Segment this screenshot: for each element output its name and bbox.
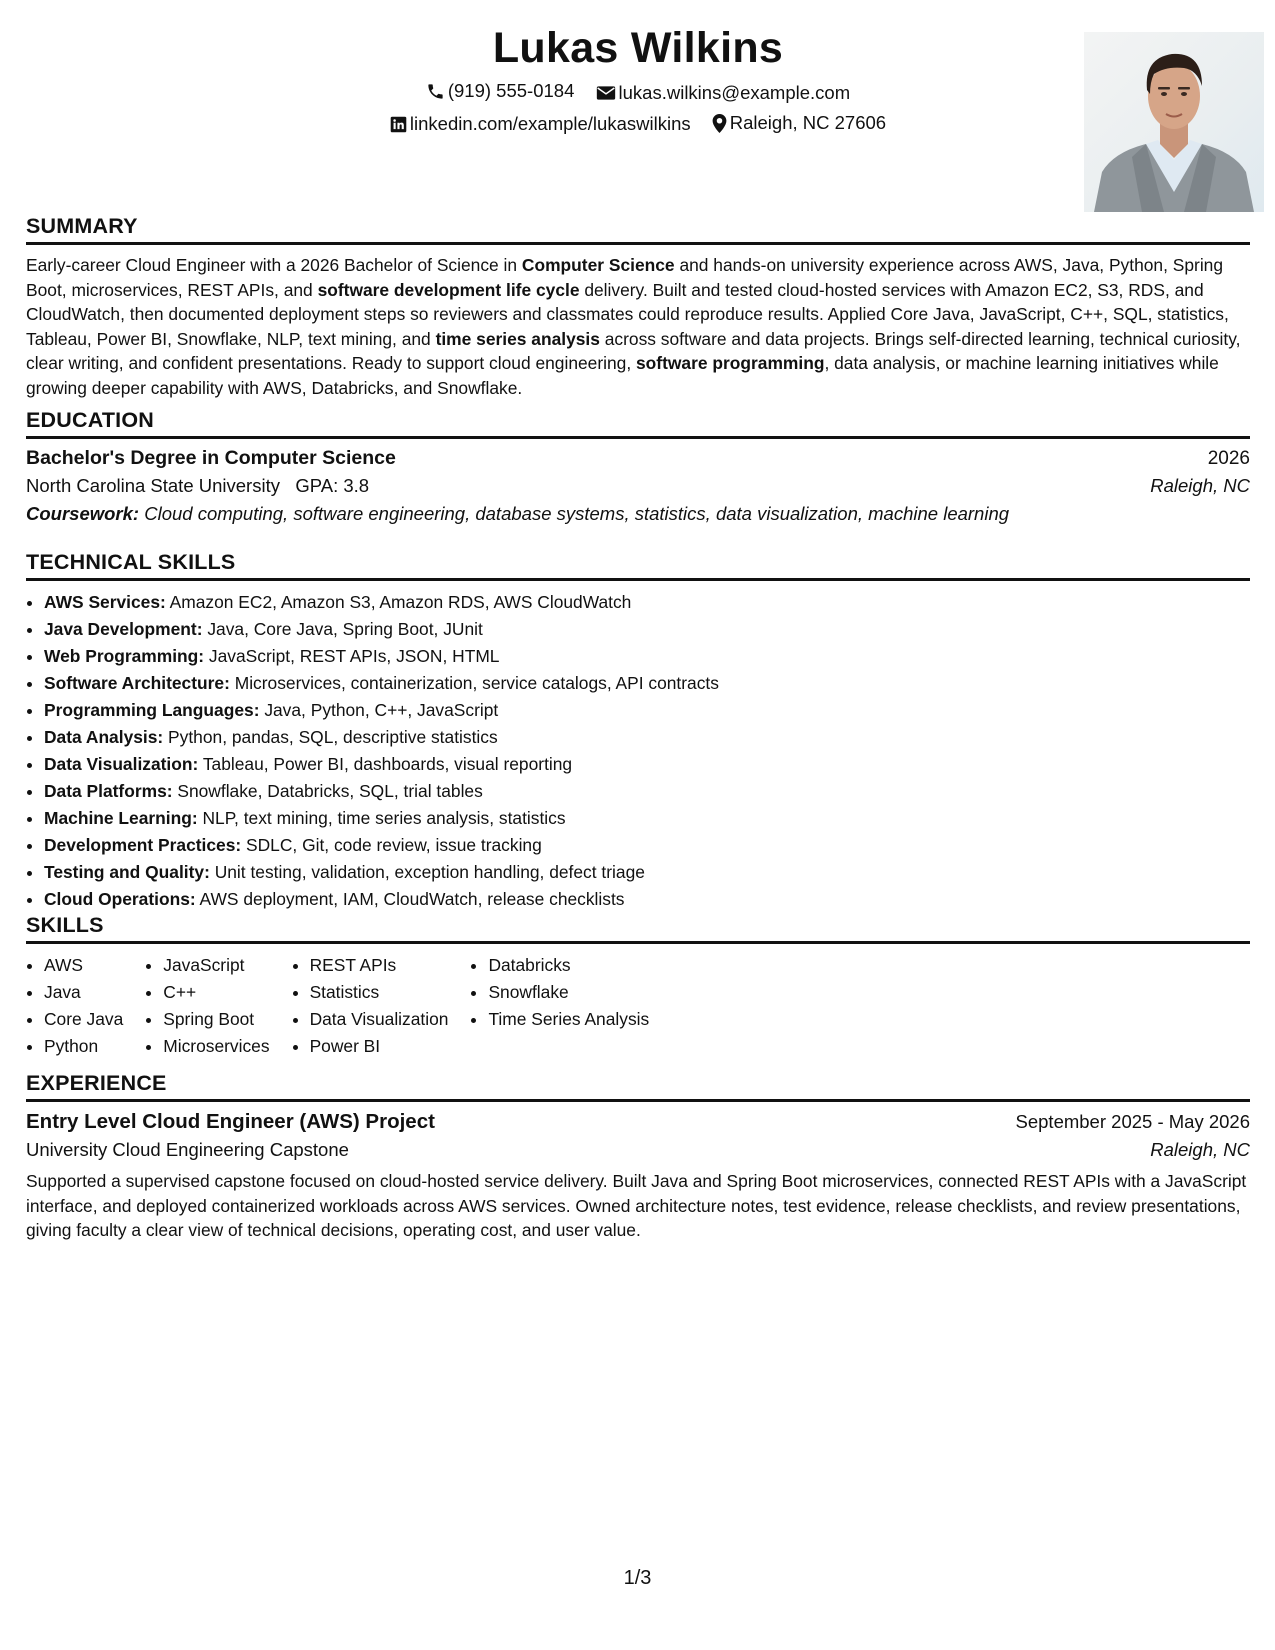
- contact-row-1: [26, 80, 1250, 106]
- skill-category: Development Practices:: [44, 835, 242, 855]
- list-item: [44, 670, 1250, 697]
- school-row: [26, 475, 1250, 497]
- skills-columns: [26, 952, 1250, 1060]
- gpa: GPA: 3.8: [295, 475, 370, 496]
- linkedin-icon: [390, 116, 407, 133]
- job-location: Raleigh, NC: [1150, 1139, 1250, 1160]
- technical-skills-heading: TECHNICAL SKILLS: [26, 550, 1250, 581]
- skill-category: Web Programming:: [44, 646, 205, 666]
- list-item: • JavaScript: [163, 952, 269, 979]
- list-item: • REST APIs: [310, 952, 449, 979]
- contact-row-2: [26, 112, 1250, 138]
- list-item: • C++: [163, 979, 269, 1006]
- skills-column-3: [292, 952, 449, 1060]
- list-item: • Statistics: [310, 979, 449, 1006]
- skills-section: [26, 913, 1250, 1060]
- skill-category: Java Development:: [44, 619, 203, 639]
- list-item: • Java: [44, 979, 123, 1006]
- phone-text: (919) 555-0184: [447, 80, 575, 101]
- list-item: [44, 832, 1250, 859]
- list-item: • Microservices: [163, 1033, 269, 1060]
- skill-values: SDLC, Git, code review, issue tracking: [241, 835, 542, 855]
- organization: University Cloud Engineering Capstone: [26, 1139, 349, 1160]
- coursework-label: Coursework:: [26, 503, 140, 524]
- phone-contact: [426, 80, 575, 102]
- phone-icon: [426, 82, 445, 101]
- list-item: • Power BI: [310, 1033, 449, 1060]
- skill-values: NLP, text mining, time series analysis, statistics: [197, 808, 566, 828]
- education-heading: EDUCATION: [26, 408, 1250, 439]
- summary-text-part: and hands-on university experience across AWS, Java, Python, Spring Boot, microservices, REST APIs, and: [26, 255, 1224, 300]
- skill-category: Cloud Operations:: [44, 889, 196, 909]
- skills-heading: SKILLS: [26, 913, 1250, 944]
- list-item: • Core Java: [44, 1006, 123, 1033]
- summary-text-part: Early-career Cloud Engineer with a 2026 Bachelor of Science in: [26, 255, 522, 275]
- skills-column-1: [26, 952, 123, 1060]
- summary-text-part: across software and data projects. Brings self-directed learning, technical curiosity, clear writing, and confident presentations. Ready to support cloud engineering,: [26, 328, 1241, 374]
- skill-values: Python, pandas, SQL, descriptive statistics: [163, 727, 498, 747]
- job-title: Entry Level Cloud Engineer (AWS) Project: [26, 1110, 435, 1133]
- list-item: [44, 751, 1250, 778]
- skills-column-2: [145, 952, 269, 1060]
- list-item: [44, 616, 1250, 643]
- skill-values: Snowflake, Databricks, SQL, trial tables: [172, 781, 483, 801]
- list-item: • Data Visualization: [310, 1006, 449, 1033]
- job-dates: September 2025 - May 2026: [1015, 1111, 1250, 1132]
- linkedin-contact[interactable]: [390, 113, 691, 135]
- summary-section: [26, 214, 1250, 401]
- coursework: [26, 503, 1250, 525]
- summary-emphasis: software development life cycle: [317, 279, 580, 300]
- skill-category: Software Architecture:: [44, 673, 230, 693]
- summary-heading: SUMMARY: [26, 214, 1250, 245]
- technical-skills-section: [26, 550, 1250, 913]
- education-section: [26, 408, 1250, 525]
- email-contact[interactable]: [596, 82, 851, 104]
- list-item: • Time Series Analysis: [488, 1006, 649, 1033]
- skill-values: Amazon EC2, Amazon S3, Amazon RDS, AWS CloudWatch: [165, 592, 632, 612]
- skill-values: Java, Core Java, Spring Boot, JUnit: [202, 619, 483, 639]
- list-item: [44, 697, 1250, 724]
- linkedin-text[interactable]: linkedin.com/example/lukaswilkins: [409, 113, 691, 134]
- summary-text: [26, 253, 1250, 401]
- skill-category: Data Platforms:: [44, 781, 173, 801]
- list-item: [44, 859, 1250, 886]
- summary-emphasis: time series analysis: [435, 328, 600, 349]
- skill-category: Testing and Quality:: [44, 862, 210, 882]
- summary-emphasis: software programming: [636, 353, 825, 374]
- experience-heading: EXPERIENCE: [26, 1071, 1250, 1102]
- skill-values: JavaScript, REST APIs, JSON, HTML: [204, 646, 500, 666]
- skill-values: Unit testing, validation, exception handling, defect triage: [209, 862, 645, 882]
- skill-values: Java, Python, C++, JavaScript: [259, 700, 499, 720]
- degree-title: Bachelor's Degree in Computer Science: [26, 447, 396, 469]
- skill-category: Machine Learning:: [44, 808, 198, 828]
- job-row: [26, 1110, 1250, 1134]
- map-pin-icon: [712, 114, 727, 133]
- page-number: 1/3: [623, 1567, 652, 1589]
- skill-category: Data Visualization:: [44, 754, 199, 774]
- list-item: [44, 643, 1250, 670]
- summary-text-part: delivery. Built and tested cloud-hosted services with Amazon EC2, S3, RDS, and CloudWatch, then documented deployment steps so reviewers and classmates could reproduce results. Applied Core Java, JavaScript, C++, SQL, statistics, Tableau, Power BI, Snowflake, NLP, text mining, and: [26, 279, 1229, 349]
- summary-emphasis: Computer Science: [521, 255, 675, 275]
- list-item: • AWS: [44, 952, 123, 979]
- skill-category: AWS Services:: [44, 592, 166, 612]
- degree-row: [26, 447, 1250, 470]
- list-item: • Python: [44, 1033, 123, 1060]
- email-text[interactable]: lukas.wilkins@example.com: [618, 81, 851, 103]
- technical-skills-list: [26, 589, 1250, 913]
- job-description: Supported a supervised capstone focused on cloud-hosted service delivery. Built Java and Spring Boot microservices, connected REST APIs with a JavaScript interface, and deployed containerized workloads across AWS services. Owned architecture notes, test evidence, release checklists, and review presentations, giving faculty a clear view of technical decisions, operating cost, and user value.: [26, 1171, 1247, 1241]
- location-contact: [712, 112, 886, 134]
- school-location: Raleigh, NC: [1150, 475, 1250, 496]
- org-row: [26, 1139, 1250, 1161]
- school-info: [26, 475, 369, 497]
- profile-photo: [1084, 32, 1264, 212]
- skill-category: Data Analysis:: [44, 727, 164, 747]
- coursework-list: Cloud computing, software engineering, database systems, statistics, data visualization, machine learning: [139, 503, 1010, 524]
- skill-category: Programming Languages:: [44, 700, 260, 720]
- summary-text-part: , data analysis, or machine learning initiatives while growing deeper capability with AWS, Databricks, and Snowflake.: [26, 353, 1219, 398]
- list-item: [44, 886, 1250, 913]
- list-item: [44, 589, 1250, 616]
- list-item: • Spring Boot: [163, 1006, 269, 1033]
- candidate-name: Lukas Wilkins: [492, 24, 784, 72]
- skill-values: AWS deployment, IAM, CloudWatch, release checklists: [195, 889, 625, 909]
- list-item: • Snowflake: [488, 979, 649, 1006]
- list-item: • Databricks: [488, 952, 649, 979]
- envelope-icon: [596, 85, 616, 101]
- skills-column-4: [470, 952, 649, 1060]
- skill-values: Tableau, Power BI, dashboards, visual reporting: [198, 754, 573, 774]
- resume-header: [26, 22, 1250, 222]
- location-text: Raleigh, NC 27606: [729, 112, 887, 133]
- experience-section: [26, 1071, 1250, 1243]
- list-item: [44, 778, 1250, 805]
- school-name: North Carolina State University: [26, 475, 280, 496]
- profile-portrait-image: [1084, 32, 1264, 212]
- skill-values: Microservices, containerization, service catalogs, API contracts: [229, 673, 719, 693]
- list-item: [44, 805, 1250, 832]
- list-item: [44, 724, 1250, 751]
- graduation-year: 2026: [1207, 448, 1250, 469]
